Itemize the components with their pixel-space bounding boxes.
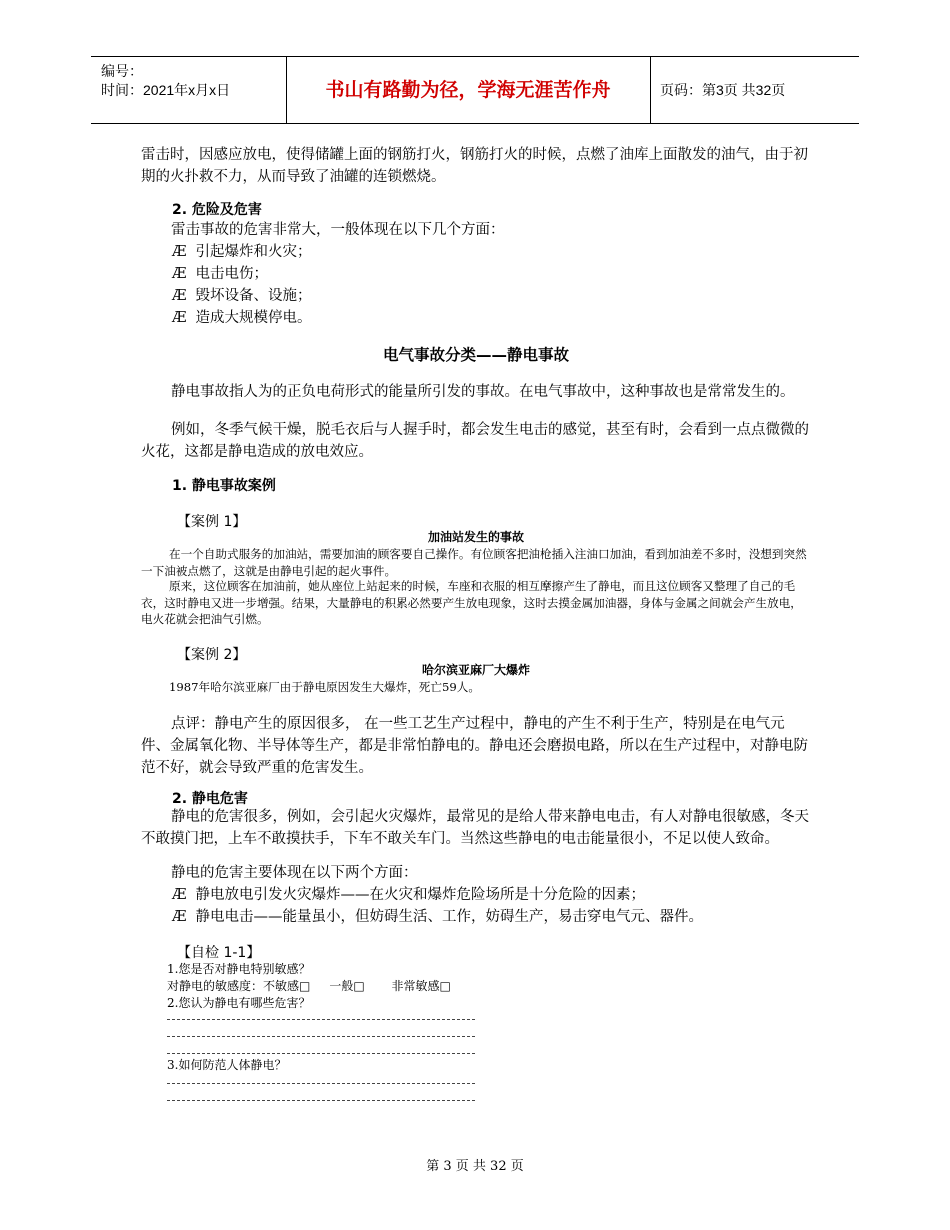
list-item: Æ 造成大规模停电。 bbox=[172, 310, 312, 326]
bullet-icon: Æ bbox=[172, 288, 187, 304]
list-item: Æ 电击电伤； bbox=[172, 266, 269, 282]
page-footer: 第 3 页 共 32 页 bbox=[426, 1159, 524, 1174]
answer-line bbox=[167, 1053, 475, 1054]
bullet-icon: Æ bbox=[172, 887, 187, 903]
paragraph: 静电事故指人为的正负电荷形式的能量所引发的事故。在电气事故中，这种事故也是常常发生的。 bbox=[171, 384, 795, 400]
question: 1.您是否对静电特别敏感？ bbox=[167, 962, 311, 976]
case-title: 加油站发生的事故 bbox=[427, 530, 524, 544]
answer-line bbox=[167, 1036, 475, 1037]
paragraph: 静电的危害很多，例如，会引起火灾爆炸，最常见的是给人带来静电电击，有人对静电很敏感，冬天不敢摸门把，上车不敢摸扶手，下车不敢关车门。当然这些静电的电击能量很小，不足以使人致命。 bbox=[141, 809, 809, 847]
section-heading: 2. 静电危害 bbox=[172, 791, 248, 807]
header-divider bbox=[650, 57, 651, 123]
header-motto: 书山有路勤为径，学海无涯苦作舟 bbox=[325, 79, 611, 101]
list-item: Æ 毁坏设备、设施； bbox=[172, 288, 312, 304]
header-page-number: 页码：第3页 共32页 bbox=[660, 82, 786, 98]
case-label: 【案例 2】 bbox=[177, 647, 247, 663]
case-paragraph: 原来，这位顾客在加油前，她从座位上站起来的时候，车座和衣服的相互摩擦产生了静电，而且这位顾客又整理了自己的毛衣，这时静电又进一步增强。结果，大量静电的积累必然要产生放电现象，这时去摸金属加油器，身体与金属之间就会产生放电，电火花就会把油气引燃。 bbox=[141, 579, 802, 626]
bullet-icon: Æ bbox=[172, 310, 187, 326]
case-paragraph: 1987年哈尔滨亚麻厂由于静电原因发生大爆炸，死亡59人。 bbox=[169, 680, 480, 694]
bullet-icon: Æ bbox=[172, 266, 187, 282]
section-heading: 1. 静电事故案例 bbox=[172, 478, 276, 494]
list-item: Æ 静电电击——能量虽小，但妨碍生活、工作，妨碍生产，易击穿电气元、器件。 bbox=[172, 909, 704, 925]
paragraph: 静电的危害主要体现在以下两个方面： bbox=[171, 865, 418, 881]
list-item: Æ 引起爆炸和火灾； bbox=[172, 244, 312, 260]
case-title: 哈尔滨亚麻厂大爆炸 bbox=[421, 663, 530, 677]
section-heading: 2. 危险及危害 bbox=[172, 202, 262, 218]
page-header bbox=[91, 56, 859, 124]
answer-line bbox=[167, 1019, 475, 1020]
question-answer-options: 对静电的敏感度：不敏感□ 一般□ 非常敏感□ bbox=[167, 979, 451, 993]
self-check-label: 【自检 1-1】 bbox=[177, 945, 261, 961]
question: 2.您认为静电有哪些危害？ bbox=[167, 996, 311, 1010]
bullet-icon: Æ bbox=[172, 244, 187, 260]
answer-line bbox=[167, 1083, 475, 1084]
bullet-icon: Æ bbox=[172, 909, 187, 925]
header-meta bbox=[101, 62, 230, 100]
question: 3.如何防范人体静电？ bbox=[167, 1058, 287, 1072]
case-paragraph: 在一个自助式服务的加油站，需要加油的顾客要自己操作。有位顾客把油枪插入注油口加油，看到加油差不多时，没想到突然一下油被点燃了，这就是由静电引起的起火事件。 bbox=[141, 547, 807, 578]
paragraph: 例如，冬季气候干燥，脱毛衣后与人握手时，都会发生电击的感觉，甚至有时，会看到一点点微微的火花，这都是静电造成的放电效应。 bbox=[141, 422, 809, 460]
answer-line bbox=[167, 1100, 475, 1101]
intro-paragraph: 雷击时，因感应放电，使得储罐上面的钢筋打火，钢筋打火的时候，点燃了油库上面散发的油气，由于初期的火扑救不力，从而导致了油罐的连锁燃烧。 bbox=[141, 147, 808, 185]
case-label: 【案例 1】 bbox=[177, 514, 247, 530]
page-title: 电气事故分类——静电事故 bbox=[382, 346, 569, 364]
header-date: 时间：2021年x月x日 bbox=[101, 82, 231, 98]
section-lead: 雷击事故的危害非常大，一般体现在以下几个方面： bbox=[171, 222, 505, 238]
list-item: Æ 静电放电引发火灾爆炸——在火灾和爆炸危险场所是十分危险的因素； bbox=[172, 887, 646, 903]
header-number-label: 编号： bbox=[101, 63, 143, 79]
comment-paragraph: 点评：静电产生的原因很多， 在一些工艺生产过程中，静电的产生不利于生产，特别是在电气元件、金属氧化物、半导体等生产，都是非常怕静电的。静电还会磨损电路，所以在生产过程中，对静电防范不好，就会导致严重的危害发生。 bbox=[141, 716, 808, 776]
